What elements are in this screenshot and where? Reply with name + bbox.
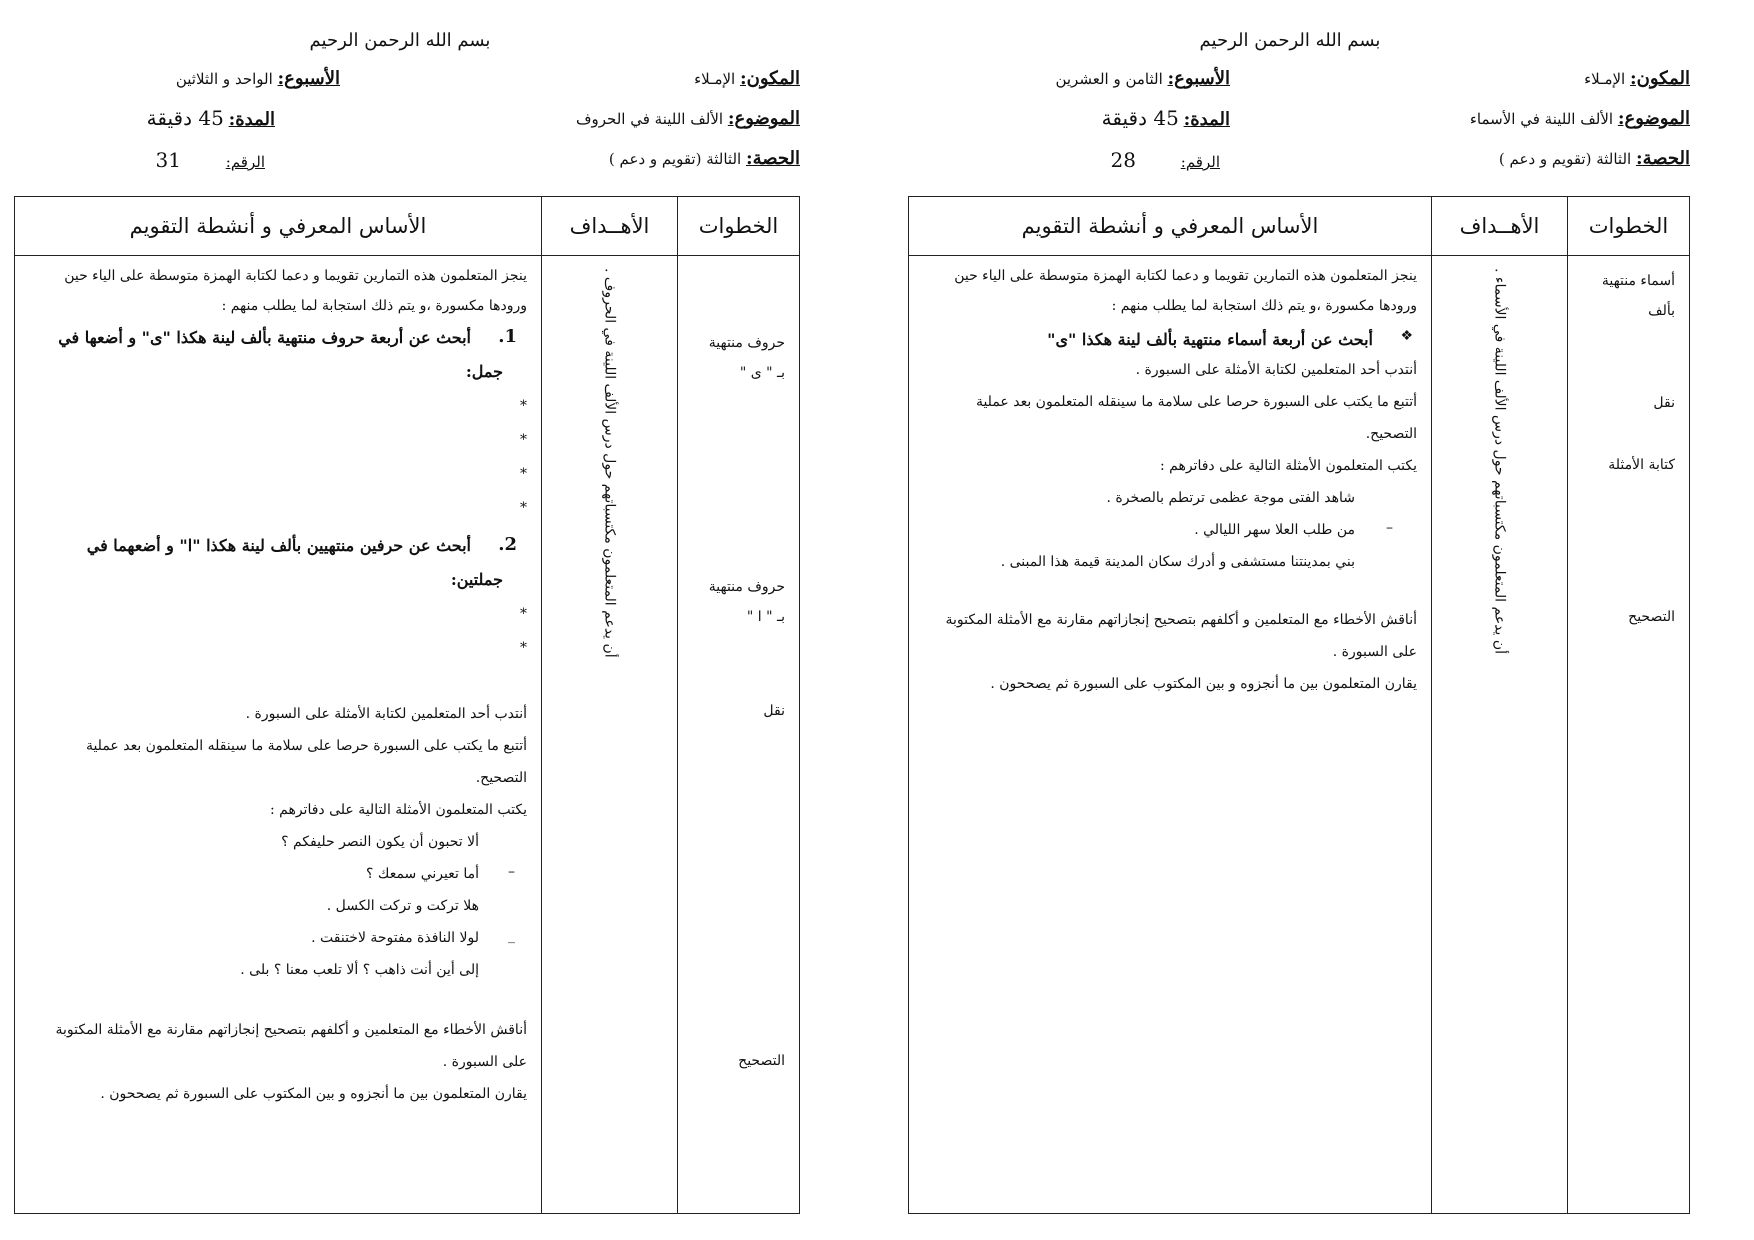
text-line: التصحيح. xyxy=(475,770,527,786)
text-line: يكتب المتعلمون الأمثلة التالية على دفاترهم : xyxy=(1159,458,1417,474)
text-line: أتتبع ما يكتب على السبورة حرصا على سلامة ما سينقله المتعلمون بعد عملية xyxy=(975,394,1417,410)
session-field: الحصة: الثالثة (تقويم و دعم ) xyxy=(1498,148,1690,169)
text-line: أنتدب أحد المتعلمين لكتابة الأمثلة على السبورة . xyxy=(245,706,527,722)
text-line: أتتبع ما يكتب على السبورة حرصا على سلامة ما سينقله المتعلمون بعد عملية xyxy=(85,738,527,754)
lesson-sheet-right xyxy=(890,0,1690,1240)
basmala: بسم الله الرحمن الرحيم xyxy=(309,30,491,51)
number-field: الرقم: 31 xyxy=(155,148,265,172)
week-field: الأسبوع: الواحد و الثلاثين xyxy=(175,68,340,89)
component-field: المكون: الإمـلاء xyxy=(694,68,800,89)
lesson-goal: أن يدعم المتعلمون مكتسباتهم حول درس الألف اللينة في الأسماء . xyxy=(1491,268,1508,655)
diamond-bullet: ❖ xyxy=(1400,328,1413,344)
text-line: يكتب المتعلمون الأمثلة التالية على دفاترهم : xyxy=(269,802,527,818)
task-line: جمل: xyxy=(465,362,503,381)
topic-field: الموضوع: الألف اللينة في الحروف xyxy=(575,108,800,129)
text-line: أنتدب أحد المتعلمين لكتابة الأمثلة على السبورة . xyxy=(1135,362,1417,378)
goals-cell xyxy=(1432,256,1568,1214)
dash-mark: – xyxy=(508,864,515,880)
example-line: لولا النافذة مفتوحة لاختنقت . xyxy=(311,930,479,946)
col-header-steps: الخطوات xyxy=(1568,197,1690,256)
bullet: * xyxy=(520,500,527,516)
dash-mark: _ xyxy=(508,928,515,944)
text-line: ورودها مكسورة ،و يتم ذلك استجابة لما يطلب منهم : xyxy=(221,298,527,314)
step-label: كتابة الأمثلة xyxy=(1608,457,1675,473)
component-field: المكون: الإمـلاء xyxy=(1584,68,1690,89)
text-line: أناقش الأخطاء مع المتعلمين و أكلفهم بتصحيح إنجازاتهم مقارنة مع الأمثلة المكتوبة xyxy=(55,1022,527,1038)
item-number: 1. xyxy=(498,326,517,347)
col-header-content: الأساس المعرفي و أنشطة التقويم xyxy=(909,197,1432,256)
step-label: بـ " ا " xyxy=(746,609,785,625)
task-line: أبحث عن أربعة أسماء منتهية بألف لينة هكذا "ى" xyxy=(1047,330,1373,349)
col-header-content: الأساس المعرفي و أنشطة التقويم xyxy=(15,197,542,256)
text-line: يقارن المتعلمون بين ما أنجزوه و بين المكتوب على السبورة ثم يصححون . xyxy=(990,676,1417,692)
example-line: ألا تحبون أن يكون النصر حليفكم ؟ xyxy=(281,834,479,850)
content-cell xyxy=(909,256,1432,1214)
session-field: الحصة: الثالثة (تقويم و دعم ) xyxy=(608,148,800,169)
dash-mark: – xyxy=(1386,520,1393,536)
bullet: * xyxy=(520,606,527,622)
example-line: إلى أين أنت ذاهب ؟ ألا تلعب معنا ؟ بلى . xyxy=(240,962,479,978)
basmala: بسم الله الرحمن الرحيم xyxy=(1199,30,1381,51)
lesson-table xyxy=(908,196,1690,1214)
step-label: نقل xyxy=(763,703,785,719)
step-label: حروف منتهية xyxy=(708,335,785,351)
text-line: ينجز المتعلمون هذه التمارين تقويما و دعما لكتابة الهمزة متوسطة على الياء حين xyxy=(64,268,527,284)
week-field: الأسبوع: الثامن و العشرين xyxy=(1055,68,1230,89)
content-cell xyxy=(15,256,542,1214)
lesson-sheet-left xyxy=(0,0,800,1240)
col-header-steps: الخطوات xyxy=(678,197,800,256)
step-label: أسماء منتهية xyxy=(1601,273,1675,289)
step-label: التصحيح xyxy=(738,1053,785,1069)
text-line: ورودها مكسورة ،و يتم ذلك استجابة لما يطلب منهم : xyxy=(1111,298,1417,314)
example-line: هلا تركت و تركت الكسل . xyxy=(326,898,479,914)
goals-cell xyxy=(542,256,678,1214)
example-line: بني بمدينتنا مستشفى و أدرك سكان المدينة قيمة هذا المبنى . xyxy=(1000,554,1355,570)
bullet: * xyxy=(520,398,527,414)
bullet: * xyxy=(520,466,527,482)
step-label: نقل xyxy=(1653,395,1675,411)
duration-field: المدة: 45 دقيقة xyxy=(1101,106,1230,130)
text-line: أناقش الأخطاء مع المتعلمين و أكلفهم بتصحيح إنجازاتهم مقارنة مع الأمثلة المكتوبة xyxy=(945,612,1417,628)
step-label: بألف xyxy=(1648,303,1675,319)
item-number: 2. xyxy=(498,534,517,555)
topic-field: الموضوع: الألف اللينة في الأسماء xyxy=(1469,108,1690,129)
duration-field: المدة: 45 دقيقة xyxy=(146,106,275,130)
number-field: الرقم: 28 xyxy=(1110,148,1220,172)
text-line: على السبورة . xyxy=(1332,644,1417,660)
text-line: على السبورة . xyxy=(442,1054,527,1070)
lesson-goal: أن يدعم المتعلمون مكتسباتهم حول درس الألف اللينة في الحروف . xyxy=(601,268,618,658)
bullet: * xyxy=(520,432,527,448)
example-line: من طلب العلا سهر الليالي . xyxy=(1194,522,1355,538)
col-header-goals: الأهــداف xyxy=(1432,197,1568,256)
text-line: يقارن المتعلمون بين ما أنجزوه و بين المكتوب على السبورة ثم يصححون . xyxy=(100,1086,527,1102)
task-line: أبحث عن أربعة حروف منتهية بألف لينة هكذا "ى" و أضعها في xyxy=(58,328,471,347)
steps-cell xyxy=(1568,256,1690,1214)
text-line: ينجز المتعلمون هذه التمارين تقويما و دعما لكتابة الهمزة متوسطة على الياء حين xyxy=(954,268,1417,284)
steps-cell xyxy=(678,256,800,1214)
bullet: * xyxy=(520,640,527,656)
task-line: أبحث عن حرفين منتهيين بألف لينة هكذا "ا" و أضعهما في xyxy=(86,536,471,555)
step-label: حروف منتهية xyxy=(708,579,785,595)
lesson-table xyxy=(14,196,800,1214)
step-label: التصحيح xyxy=(1628,609,1675,625)
task-line: جملتين: xyxy=(450,570,503,589)
step-label: بـ " ى " xyxy=(739,365,785,381)
example-line: شاهد الفتى موجة عظمى ترتطم بالصخرة . xyxy=(1106,490,1355,506)
col-header-goals: الأهــداف xyxy=(542,197,678,256)
text-line: التصحيح. xyxy=(1365,426,1417,442)
example-line: أما تعيرني سمعك ؟ xyxy=(366,866,479,882)
